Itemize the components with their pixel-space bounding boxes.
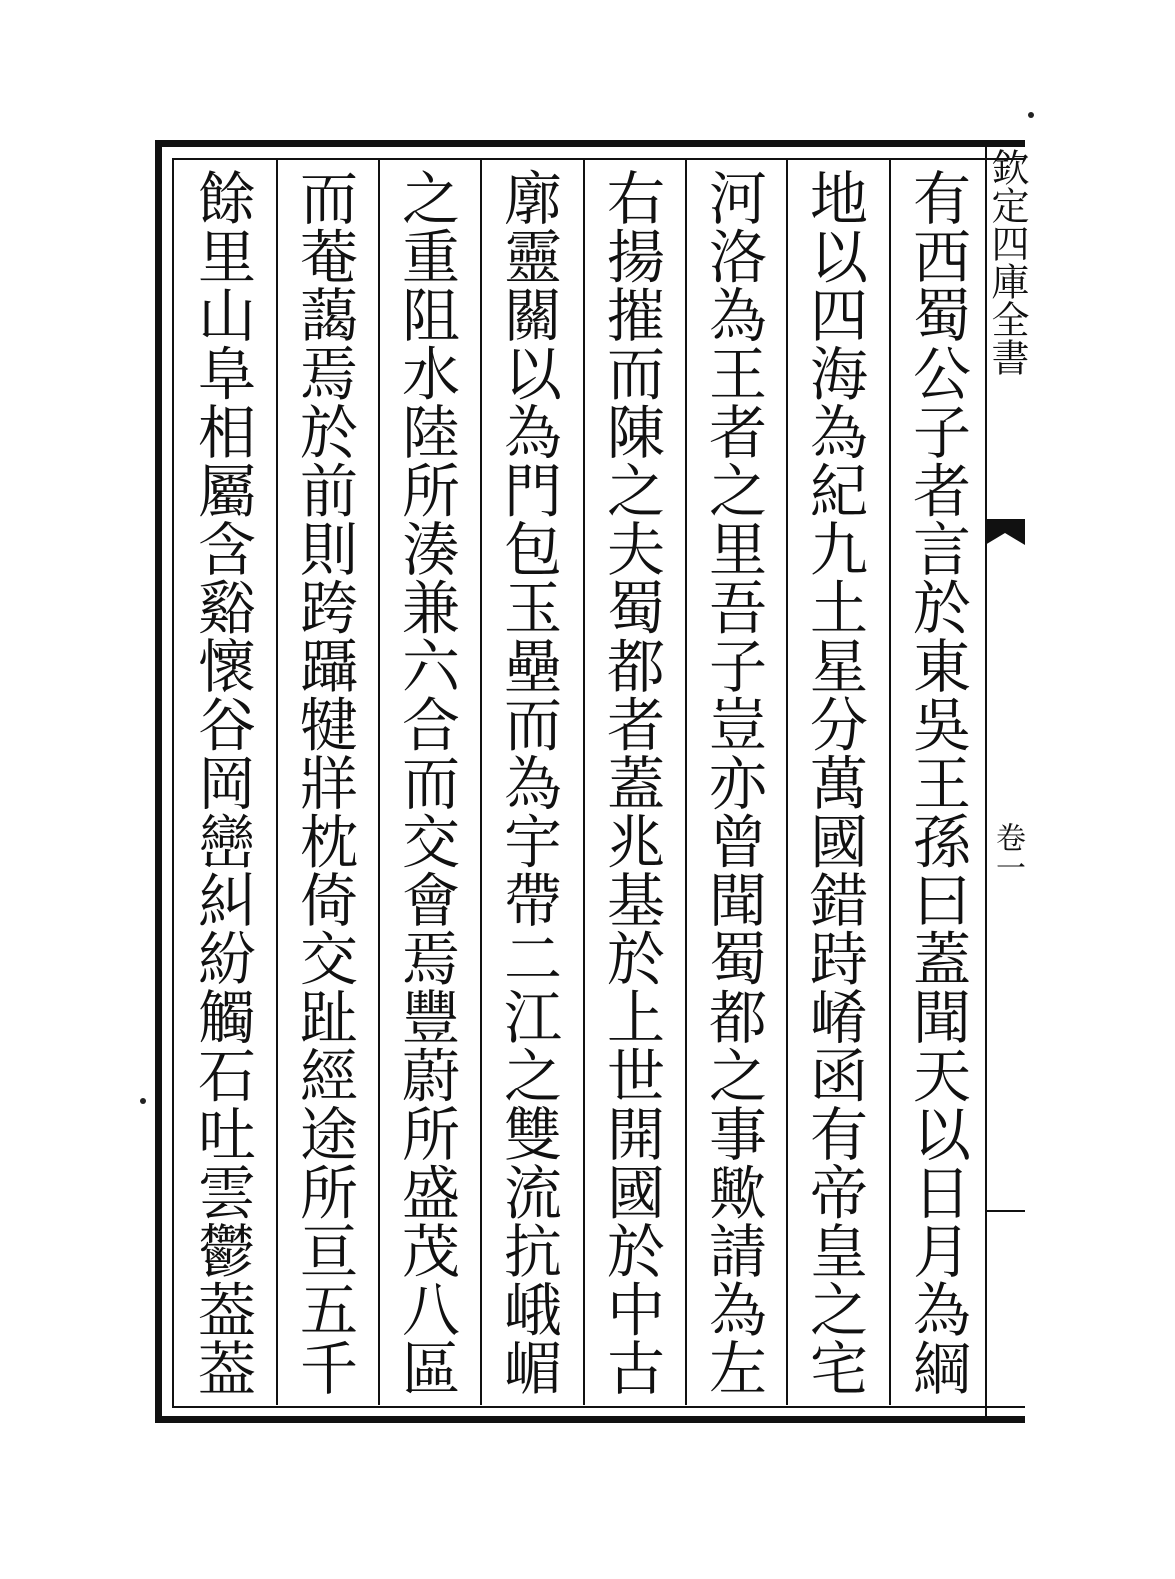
column-text: 而菴藹焉於前則跨躡犍牂枕倚交趾經途所亘五千: [290, 168, 358, 1397]
ink-speck: [140, 1098, 146, 1104]
column-text: 廓靈關以為門包玉壘而為宇帶二江之雙流抗峨嵋: [494, 168, 562, 1397]
column-text: 之重阻水陸所湊兼六合而交會焉豐蔚所盛茂八區: [392, 168, 460, 1397]
text-column-5: [480, 160, 576, 1405]
text-column-6: [378, 160, 474, 1405]
strip-divider: [985, 1210, 1025, 1212]
column-text: 餘里山阜相屬含谿懷谷岡巒糾紛觸石吐雲鬱葢葢: [188, 168, 256, 1397]
text-column-7: [276, 160, 372, 1405]
column-text: 河洛為王者之里吾子豈亦曾聞蜀都之事歟請為左: [699, 168, 767, 1397]
fishtail-mark-icon: [985, 505, 1025, 575]
text-column-3: [685, 160, 781, 1405]
column-text: 右揚摧而陳之夫蜀都者蓋兆基於上世開國於中古: [597, 168, 665, 1397]
text-column-1: [889, 160, 985, 1405]
center-fold-strip: [985, 142, 1029, 1423]
column-text: 有西蜀公子者言於東吳王孫曰蓋聞天以日月為綱: [903, 168, 971, 1397]
text-column-8: [174, 160, 270, 1405]
text-column-4: [583, 160, 679, 1405]
text-column-2: [786, 160, 882, 1405]
book-title: 欽定四庫全書: [985, 148, 1029, 376]
ink-speck: [1028, 112, 1034, 118]
volume-label: 卷一: [990, 822, 1025, 882]
column-text: 地以四海為紀九土星分萬國錯跱崤函有帝皇之宅: [800, 168, 868, 1397]
